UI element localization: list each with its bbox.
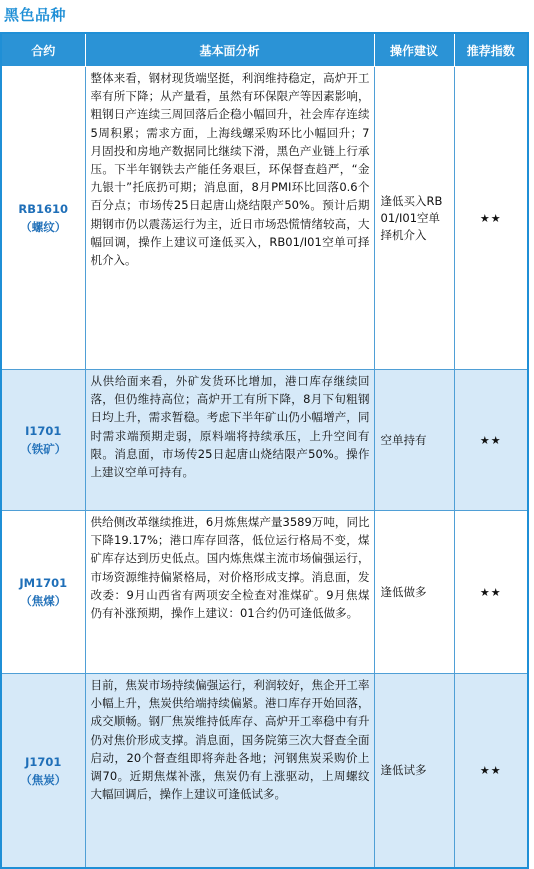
- contract-cell: [1, 674, 85, 869]
- analysis-cell: 目前，焦炭市场持续偏强运行，利润较好，焦企开工率小幅上升，焦炭供给端持续偏紧。港口库存开始回落，成交顺畅。钢厂焦炭维持低库存、高炉开工率稳中有升仍对焦价形成支撑。消息面，国务院第三次大督查全面启动，20个督查组即将奔赴各地；河钢焦炭采购价上调70。近期焦煤补涨，焦炭仍有上涨驱动，上周螺纹大幅回调后，操作上建议可逢低试多。: [85, 674, 374, 869]
- commodity-table: [0, 32, 529, 869]
- header-advice: 操作建议: [374, 33, 454, 67]
- rating-stars: ★★: [454, 67, 528, 370]
- table-row: [1, 67, 528, 370]
- contract-name: （焦煤）: [20, 594, 67, 608]
- contract-name: （铁矿）: [20, 442, 67, 456]
- rating-stars: ★★: [454, 370, 528, 511]
- analysis-cell: 整体来看，钢材现货端坚挺，利润维持稳定，高炉开工率有所下降；从产量看，虽然有环保限产等因素影响，粗钢日产连续三周回落后企稳小幅回升，社会库存连续5周积累；需求方面，上海线螺采购环比小幅回升；7月固投和房地产数据同比继续下滑，黑色产业链上行承压。下半年钢铁去产能任务艰巨，环保督查趋严，“金九银十”托底扔可期；消息面，8月PMI环比回落0.6个百分点；市场传25日起唐山烧结限产50%。预计后期期钢市仍以震荡运行为主，近日市场恐慌情绪较高，大幅回调，操作上建议可逢低买入，RB01/I01空单可择机介入。: [85, 67, 374, 370]
- analysis-cell: 供给侧改革继续推进，6月炼焦煤产量3589万吨，同比下降19.17%；港口库存回落，低位运行格局不变，煤矿库存达到历史低点。国内炼焦煤主流市场偏强运行，市场资源维持偏紧格局，对价格形成支撑。消息面，发改委：9月山西省有两项安全检查对准煤矿。9月焦煤仍有补涨预期，操作上建议：01合约仍可逢低做多。: [85, 511, 374, 674]
- contract-name: （焦炭）: [20, 772, 67, 787]
- analysis-cell: 从供给面来看，外矿发货环比增加，港口库存继续回落，但仍维持高位；高炉开工有所下降，8月下旬粗钢日均上升，需求暂稳。考虑下半年矿山仍小幅增产，同时需求端预期走弱，原料端将持续承压，上升空间有限。消息面，市场传25日起唐山烧结限产50%。操作上建议空单可持有。: [85, 370, 374, 511]
- contract-code: JM1701: [19, 576, 68, 590]
- header-analysis: 基本面分析: [85, 33, 374, 67]
- header-rating: 推荐指数: [454, 33, 528, 67]
- advice-cell: 空单持有: [374, 370, 454, 511]
- contract-cell: [1, 511, 85, 674]
- rating-stars: ★★: [454, 511, 528, 674]
- table-row: [1, 370, 528, 511]
- contract-code: I1701: [25, 424, 62, 438]
- contract-code: J1701: [25, 754, 62, 769]
- contract-cell: [1, 67, 85, 370]
- contract-code: RB1610: [18, 202, 69, 216]
- rating-stars: ★★: [454, 674, 528, 869]
- advice-cell: 逢低买入RB01/I01空单择机介入: [374, 67, 454, 370]
- contract-name: （螺纹）: [20, 220, 67, 234]
- table-row: [1, 674, 528, 869]
- contract-cell: [1, 370, 85, 511]
- advice-cell: 逢低试多: [374, 674, 454, 869]
- table-header-row: [1, 33, 528, 67]
- advice-cell: 逢低做多: [374, 511, 454, 674]
- table-row: [1, 511, 528, 674]
- section-title: 黑色品种: [4, 6, 67, 24]
- header-contract: 合约: [1, 33, 85, 67]
